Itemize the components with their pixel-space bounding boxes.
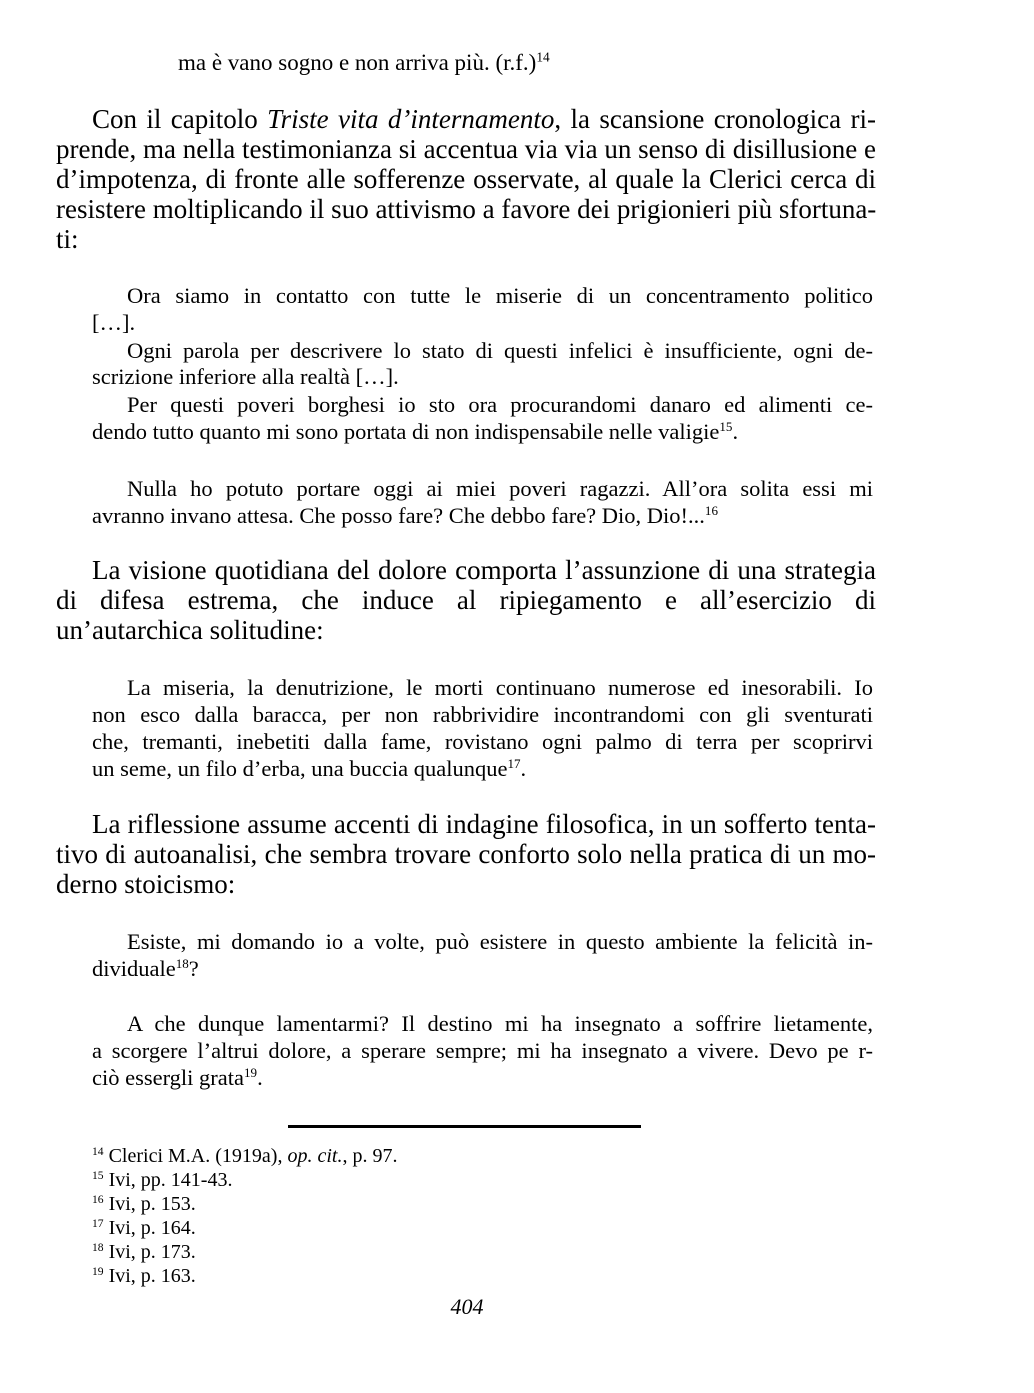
footnote-15: $^{15}$ Ivi, pp. 141-43. [92,1168,233,1191]
q1-line-6: dendo tutto quanto mi sono portata di non indispensabile nelle valigie$^{15}$. [92,418,739,444]
footnote-16: $^{16}$ Ivi, p. 153. [92,1192,196,1215]
q1-line-2: […]. [92,310,136,335]
p1-line-2: prende, ma nella testimonianza si accentua via via un senso di disillusione e [56,134,876,164]
q5-line-1: A che dunque lamentarmi? Il destino mi ha insegnato a soffrire lietamente, [127,1011,873,1036]
footnote-ref-18: 18 [175,955,189,971]
p3-line-2: tivo di autoanalisi, che sembra trovare conforto solo nella pratica di un mo- [56,839,876,869]
p2-line-2: di difesa estrema, che induce al ripiegamento e all’esercizio di [56,585,876,615]
footnote-14: $^{14}$ Clerici M.A. (1919a), op. cit., p. 97. [92,1144,398,1167]
page-number: 404 [450,1294,484,1319]
p1-line-4: resistere moltiplicando il suo attivismo a favore dei prigionieri più sfortuna- [56,194,877,224]
footnote-ref-16: 16 [704,502,718,518]
p2-line-3: un’autarchica solitudine: [56,615,324,645]
q1-line-1: Ora siamo in contatto con tutte le miserie di un concentramento politico [127,283,873,308]
q3-line-3: che, tremanti, inebetiti dalla fame, rovistano ogni palmo di terra per scoprirvi [92,729,873,754]
q3-line-2: non esco dalla baracca, per non rabbrividire incontrandomi con gli sventurati [92,702,873,727]
q3-line-4: un seme, un filo d’erba, una buccia qualunque$^{17}$. [92,755,527,781]
p1-line-5: ti: [56,224,79,254]
footnote-19: $^{19}$ Ivi, p. 163. [92,1264,196,1287]
footnote-17: $^{17}$ Ivi, p. 164. [92,1216,196,1239]
p2-line-1: La visione quotidiana del dolore comporta l’assunzione di una strategia [92,555,876,585]
q4-line-1: Esiste, mi domando io a volte, può esistere in questo ambiente la felicità in- [127,929,873,954]
footnote-18: $^{18}$ Ivi, p. 173. [92,1240,196,1263]
verse-line [178,50,550,76]
p1-line-3: d’impotenza, di fronte alle sofferenze osservate, al quale la Clerici cerca di [56,164,876,194]
footnote-ref-14: 14 [536,49,550,65]
p3-line-3: derno stoicismo: [56,869,236,899]
q4-line-2: dividuale$^{18}$? [92,955,199,981]
q1-line-3: Ogni parola per descrivere lo stato di questi infelici è insufficiente, ogni de- [127,338,873,363]
q5-line-2: a scorgere l’altrui dolore, a sperare sempre; mi ha insegnato a vivere. Devo pe r- [92,1038,873,1063]
footnote-ref-15: 15 [719,418,733,434]
q1-line-4: scrizione inferiore alla realtà […]. [92,364,399,389]
footnote-ref-19: 19 [244,1064,258,1080]
q5-line-3: ciò essergli grata$^{19}$. [92,1064,263,1090]
q2-line-1: Nulla ho potuto portare oggi ai miei poveri ragazzi. All’ora solita essi mi [127,476,873,501]
chapter-title: Triste vita d’internamento [267,104,555,134]
p3-line-1: La riflessione assume accenti di indagine filosofica, in un sofferto tenta- [92,809,876,839]
q2-line-2: avranno invano attesa. Che posso fare? Che debbo fare? Dio, Dio!...$^{16}$ [92,502,718,528]
p1-line-1: Con il capitolo Triste vita d’internamento, la scansione cronologica ri- [92,104,877,134]
q1-line-5: Per questi poveri borghesi io sto ora procurandomi danaro ed alimenti ce- [127,392,873,417]
footnote-separator [288,1125,641,1128]
footnote-ref-17: 17 [507,755,521,771]
verse-text: ma è vano sogno e non arriva più. (r.f.) [178,50,537,75]
q3-line-1: La miseria, la denutrizione, le morti continuano numerose ed inesorabili. Io [127,675,873,700]
